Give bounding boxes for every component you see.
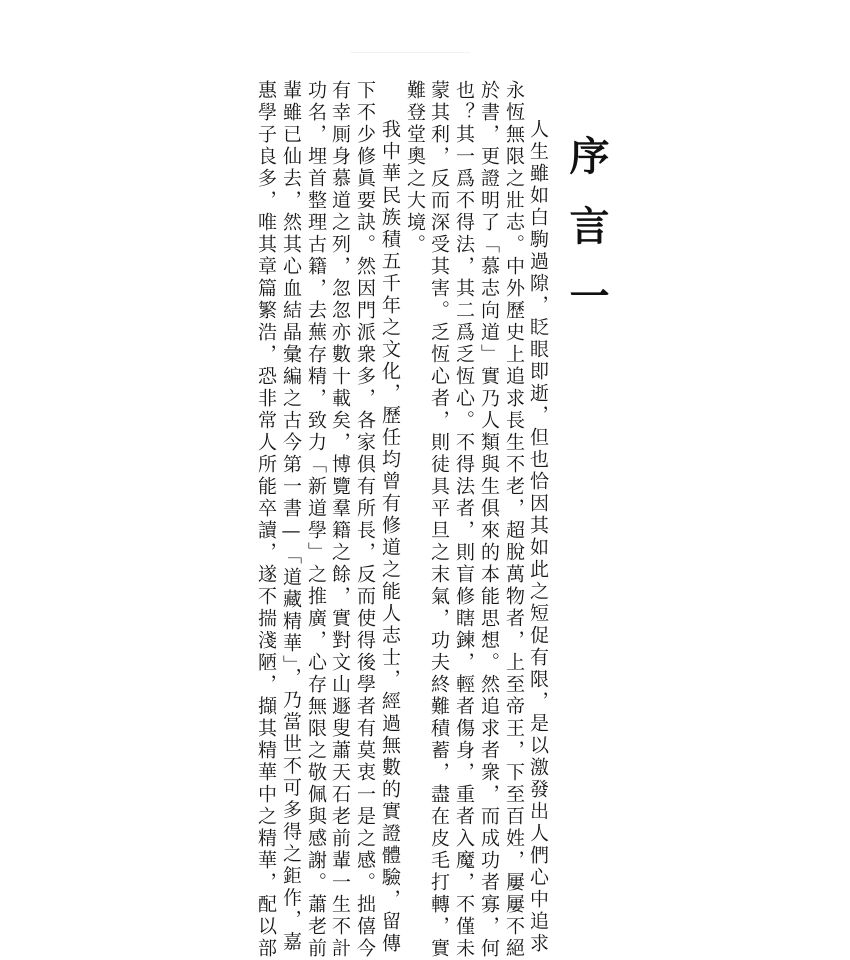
text-column-11: 輩雖已仙去，然其心血結晶彙編之古今第一書—「道藏精華」，乃當世不可多得之鉅作，嘉 [280, 80, 302, 954]
text-column-7: 我中華民族積五千年之文化，歷任均曾有修道之能人志士，經過無數的實證體驗，留傳 [379, 119, 401, 955]
text-column-6: 難登堂奧之大境。 [404, 80, 426, 256]
text-column-10: 功名，埋首整理古籍，去蕪存精，致力「新道學」之推廣，心存無限之敬佩與感謝。蕭老前 [305, 80, 327, 960]
text-column-5: 蒙其利，反而深受其害。乏恆心者，則徒具平旦之末氣，功夫終難積蓄，盡在皮毛打轉，實 [428, 80, 450, 960]
text-column-12: 惠學子良多，唯其章篇繁浩，恐非常人所能卒讀，遂不揣淺陋，擷其精華中之精華，配以部 [255, 80, 277, 960]
scan-artifact-line [350, 52, 470, 53]
text-column-3: 於書，更證明了「慕志向道」實乃人類與生俱來的本能思想。然追求者衆，而成功者寡，何 [478, 80, 500, 960]
text-column-4: 也？其一爲不得法，其二爲乏恆心。不得法者，則盲修瞎鍊，輕者傷身，重者入魔，不僅未 [453, 80, 475, 960]
page-title: 序言一 [563, 135, 610, 345]
text-column-9: 有幸厠身慕道之列，忽忽亦數十載矣，博覽羣籍之餘，實對文山遯叟蕭天石老前輩一生不計 [329, 80, 351, 960]
text-column-1: 人生雖如白駒過隙，眨眼即逝，但也恰因其如此之短促有限，是以激發出人們心中追求 [527, 119, 549, 955]
text-column-2: 永恆無限之壯志。中外歷史上追求長生不老，超脫萬物者，上至帝王，下至百姓，屢屢不絕 [503, 80, 525, 960]
text-column-8: 下不少修眞要訣。然因門派衆多，各家俱有所長，反而使得後學者有莫衷一是之感。拙僖今 [354, 80, 376, 960]
